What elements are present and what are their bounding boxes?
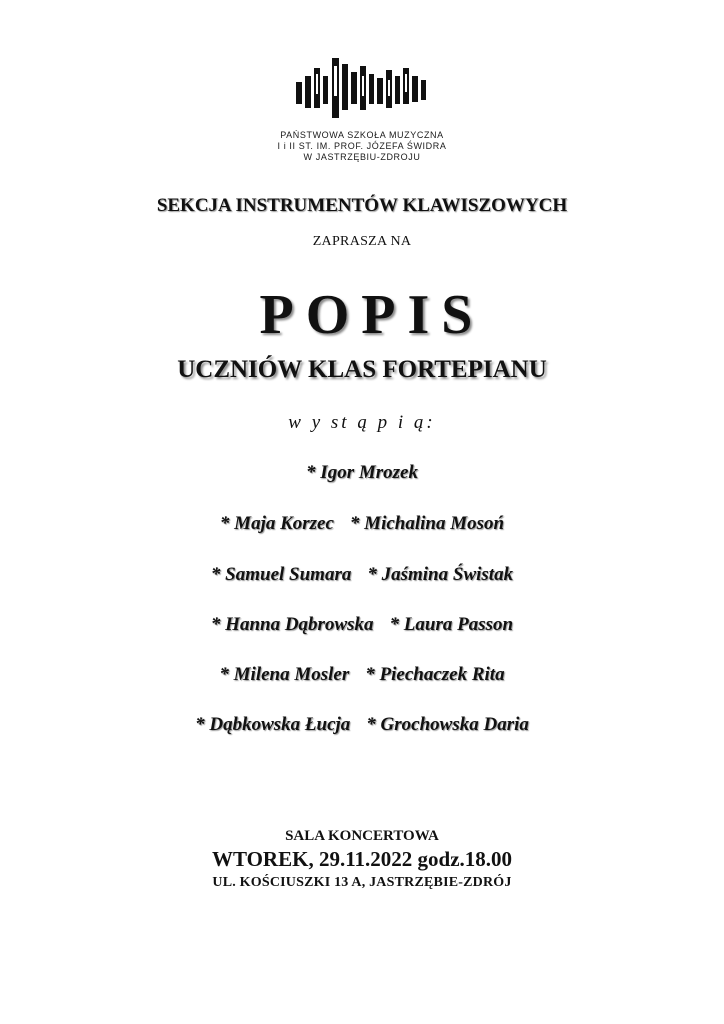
- section-heading: SEKCJA INSTRUMENTÓW KLAWISZOWYCH: [156, 195, 568, 216]
- invite-text: ZAPRASZA NA: [312, 234, 412, 249]
- performer-row: [0, 714, 724, 736]
- performer-name: * Hanna Dąbrowska: [210, 614, 374, 635]
- performer-name: * Igor Mrozek: [306, 462, 418, 483]
- performer-row: [0, 513, 724, 535]
- school-name-line-1: PAŃSTWOWA SZKOŁA MUZYCZNA: [280, 130, 444, 140]
- performer-name: * Maja Korzec: [219, 513, 334, 534]
- venue-name: SALA KONCERTOWA: [285, 828, 439, 844]
- performer-row: [0, 462, 724, 484]
- school-name-line-2: I i II ST. IM. PROF. JÓZEFA ŚWIDRA: [277, 141, 447, 151]
- performers-label: w y st ą p i ą:: [288, 412, 436, 433]
- page-title: POPIS: [259, 284, 485, 346]
- performer-name: * Grochowska Daria: [366, 714, 529, 735]
- performer-name: * Samuel Sumara: [210, 564, 352, 585]
- performer-name: * Michalina Mosoń: [349, 513, 505, 534]
- page-subtitle: UCZNIÓW KLAS FORTEPIANU: [177, 356, 547, 383]
- performer-name: * Laura Passon: [389, 614, 514, 635]
- performer-row: [0, 664, 724, 686]
- performer-name: * Jaśmina Świstak: [367, 564, 514, 585]
- event-datetime: WTOREK, 29.11.2022 godz.18.00: [211, 847, 513, 871]
- performer-row: [0, 564, 724, 586]
- performer-name: * Piechaczek Rita: [365, 664, 505, 685]
- event-address: UL. KOŚCIUSZKI 13 A, JASTRZĘBIE-ZDRÓJ: [212, 875, 512, 890]
- performer-row: [0, 614, 724, 636]
- school-logo-icon: [292, 56, 434, 118]
- performer-name: * Dąbkowska Łucja: [195, 714, 351, 735]
- school-name-line-3: W JASTRZĘBIU-ZDROJU: [303, 152, 421, 162]
- performer-name: * Milena Mosler: [219, 664, 350, 685]
